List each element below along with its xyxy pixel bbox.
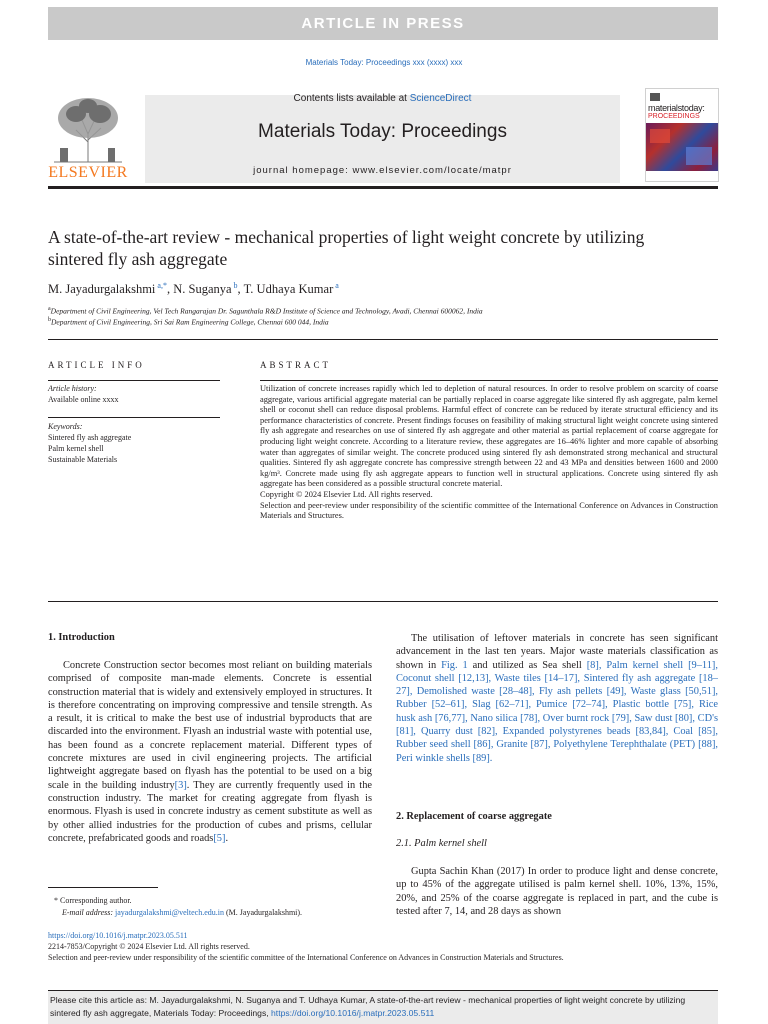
contents-prefix: Contents lists available at xyxy=(293,93,407,104)
author-affiliation-link[interactable]: b xyxy=(233,281,238,290)
paragraph-text: and utilized as Sea shell xyxy=(467,659,587,671)
affiliation-text: Department of Civil Engineering, Vel Tech Rangarajan Dr. Sagunthala R&D Institute of Science and Technology, Avadi, Chennai 600062, India xyxy=(50,306,483,316)
intro-text: . They are currently frequently used in the construction industry. The market for creating aggregate from flyash is enormous. Flyash is used in concrete industry as cement substitute as well as by other allied industries for the production of cubes and prisms, cellular concrete, prefabricated goods and roads xyxy=(48,779,372,844)
history-value: Available online xxxx xyxy=(48,395,119,404)
issn-copyright: 2214-7853/Copyright © 2024 Elsevier Ltd. All rights reserved. xyxy=(48,942,250,951)
author-affiliation-link[interactable]: a xyxy=(335,281,339,290)
keyword-item: Sustainable Materials xyxy=(48,455,118,464)
citation-list[interactable]: [8], Palm kernel shell [9–11], Coconut shell [12,13], Waste tiles [14–17], Sintered fly ash aggregate [18–27], Demolished waste [28–48], Fly ash pellets [49], Waste glass [50,51], Rubber [52–61], Slag [62–71], Pumice [72–74], Plastic bottle [75], Rice husk ash [76,77], Nano silica [78], Over burnt rock [79], Saw dust [80], CD's [81], Quarry dust [82], Expanded polystyrenes beads [83,84], Coal [85], Rubber seed shell [86], Granite [87], Polyethylene Terephthalate (PET) [88], Peri winkle shells [89]. xyxy=(396,659,718,764)
contents-line xyxy=(145,93,620,104)
citation-box xyxy=(48,990,718,1024)
footnote-rule xyxy=(48,887,158,888)
article-in-press-banner: ARTICLE IN PRESS xyxy=(48,7,718,40)
email-owner: (M. Jayadurgalakshmi). xyxy=(226,908,303,917)
author-list: M. Jayadurgalakshmi $^{a,*}$, N. Suganya $^b$, T. Udhaya Kumar $^a$ xyxy=(48,281,339,297)
journal-cover-image xyxy=(645,88,719,182)
palm-kernel-paragraph: Gupta Sachin Khan (2017) In order to produce light and dense concrete, up to 45% of the aggregate utilised is palm kernel shell. 10%, 13%, 15%, 20%, and 25% of the coarse aggregate is replaced in part, and the cube is tested after 7, 14, and 28 days as shown xyxy=(396,866,718,917)
figure-link[interactable]: Fig. 1 xyxy=(441,659,468,671)
affiliation-rule xyxy=(48,339,718,340)
affiliation-b xyxy=(48,317,329,327)
peer-review-note: Selection and peer-review under responsibility of the scientific committee of the International Conference on Advances in Construction Materials and Structures. xyxy=(48,953,564,962)
header-rule xyxy=(48,186,718,189)
affiliation-marker: b xyxy=(48,317,51,323)
email-link[interactable]: jayadurgalakshmi@veltech.edu.in xyxy=(115,908,224,917)
section-2-heading: 2. Replacement of coarse aggregate xyxy=(396,811,552,822)
abstract-copyright: Copyright © 2024 Elsevier Ltd. All rights reserved. xyxy=(260,489,433,499)
abstract-text: Utilization of concrete increases rapidly which led to depletion of natural resources. In order to resolve problem on scarcity of coarse aggregate, various artificial aggregate material can be partially replaced in coarse aggregate like sintered fly ash aggregate, palm kernel shell or coconut shell can reduce disposal problems. Harmful effect of concrete can be reduced by iterate structural efficiency and its performance characteristics of concrete. Present findings focuses on feasibility of making structural light weight concrete using sintered fly ash aggregate and researches on use of sintered fly ash aggregate and other material as partial replacement of coarse aggregate for producing light weight concrete. According to a literature review, these aggregates are 16–46% lighter and more capable of absorbing water than aggregates of similar weight. The concrete produced using sintered fly ash demonstrated strong mechanical and structural qualities. Sintered fly ash aggregate concrete has compressive strength between 22 and 43 MPa and densities between 1600 and 2000 kg/m³. Concrete made using fly ash aggregate appears to function well in structural applications. Concrete using sintered fly ash aggregate has been considered as a possible structural concrete material. xyxy=(260,384,718,489)
intro-text: Concrete Construction sector becomes most reliant on building materials comprised of composite man-made elements. Concrete is essential construction material that is widely and extensively employed in structures. It is therefore concentrating on improving compressive and tensile strength. As a result, it is critical to make the best use of industrial byproducts that are discarded into the environment. Flyash an industrial waste with potential use, has been found as a concrete replacement material. Different types of concrete mixtures are used in civil engineering projects. The artificial lightweight aggregate based on flyash has the potential to be used on a big scale in the building industry xyxy=(48,660,372,791)
waste-materials-paragraph xyxy=(396,632,718,765)
citation-link[interactable]: [5] xyxy=(213,832,226,844)
intro-text: . xyxy=(225,832,229,844)
keywords-rule xyxy=(48,417,220,418)
citation-link[interactable]: [3] xyxy=(174,779,187,791)
citation-doi-link[interactable]: https://doi.org/10.1016/j.matpr.2023.05.511 xyxy=(271,1008,435,1018)
abstract-peer-review: Selection and peer-review under responsibility of the scientific committee of the International Conference on Advances in Construction Materials and Structures. xyxy=(260,500,718,521)
history-label: Article history: xyxy=(48,384,97,393)
abstract-rule xyxy=(260,380,718,381)
keyword-item: Sintered fly ash aggregate xyxy=(48,433,132,442)
journal-reference[interactable]: Materials Today: Proceedings xxx (xxxx) xxx xyxy=(305,58,463,67)
author-affiliation-link[interactable]: a,* xyxy=(157,281,167,290)
affiliation-marker: a xyxy=(48,306,51,312)
author-name: N. Suganya xyxy=(173,282,232,297)
cover-brand: materialstoday: xyxy=(648,103,705,113)
affiliation-text: Department of Civil Engineering, Sri Sai Ram Engineering College, Chennai 600 044, India xyxy=(51,317,329,327)
article-info-rule xyxy=(48,380,220,381)
doi-link[interactable]: https://doi.org/10.1016/j.matpr.2023.05.511 xyxy=(48,931,188,940)
keyword-item: Palm kernel shell xyxy=(48,444,104,453)
citation-text: Please cite this article as: M. Jayadurgalakshmi, N. Suganya and T. Udhaya Kumar, A state-of-the-art review - mechanical properties of light weight concrete by utilizing sintered fly ash aggregate, Materials Today: Proceedings, xyxy=(50,995,686,1018)
email-label: E-mail address: xyxy=(62,908,114,917)
cover-sub: PROCEEDINGS xyxy=(648,113,700,120)
email-note xyxy=(62,907,302,918)
corresponding-author-note: * Corresponding author. xyxy=(54,896,132,905)
section-1-heading: 1. Introduction xyxy=(48,632,115,643)
journal-title: Materials Today: Proceedings xyxy=(258,121,507,142)
paragraph-text: The utilisation of leftover materials in concrete has seen significant advancement in the last ten years. Major waste materials classification as shown in xyxy=(396,633,718,671)
article-title: A state-of-the-art review - mechanical properties of light weight concrete by utilizing sintered fly ash aggregate xyxy=(48,227,645,269)
author-name: M. Jayadurgalakshmi xyxy=(48,282,156,297)
abstract-body xyxy=(260,384,718,522)
intro-paragraph xyxy=(48,659,372,845)
section-2-1-heading: 2.1. Palm kernel shell xyxy=(396,838,487,849)
article-info-heading: ARTICLE INFO xyxy=(48,360,145,370)
elsevier-wordmark: ELSEVIER xyxy=(48,164,128,181)
keywords-label: Keywords: xyxy=(48,422,83,431)
abstract-heading: ABSTRACT xyxy=(260,360,332,370)
affiliation-a xyxy=(48,306,483,316)
abstract-bottom-rule xyxy=(48,601,718,602)
author-name: T. Udhaya Kumar xyxy=(243,282,334,297)
journal-homepage[interactable]: journal homepage: www.elsevier.com/locate/matpr xyxy=(253,165,512,176)
sciencedirect-link[interactable]: ScienceDirect xyxy=(409,93,472,104)
